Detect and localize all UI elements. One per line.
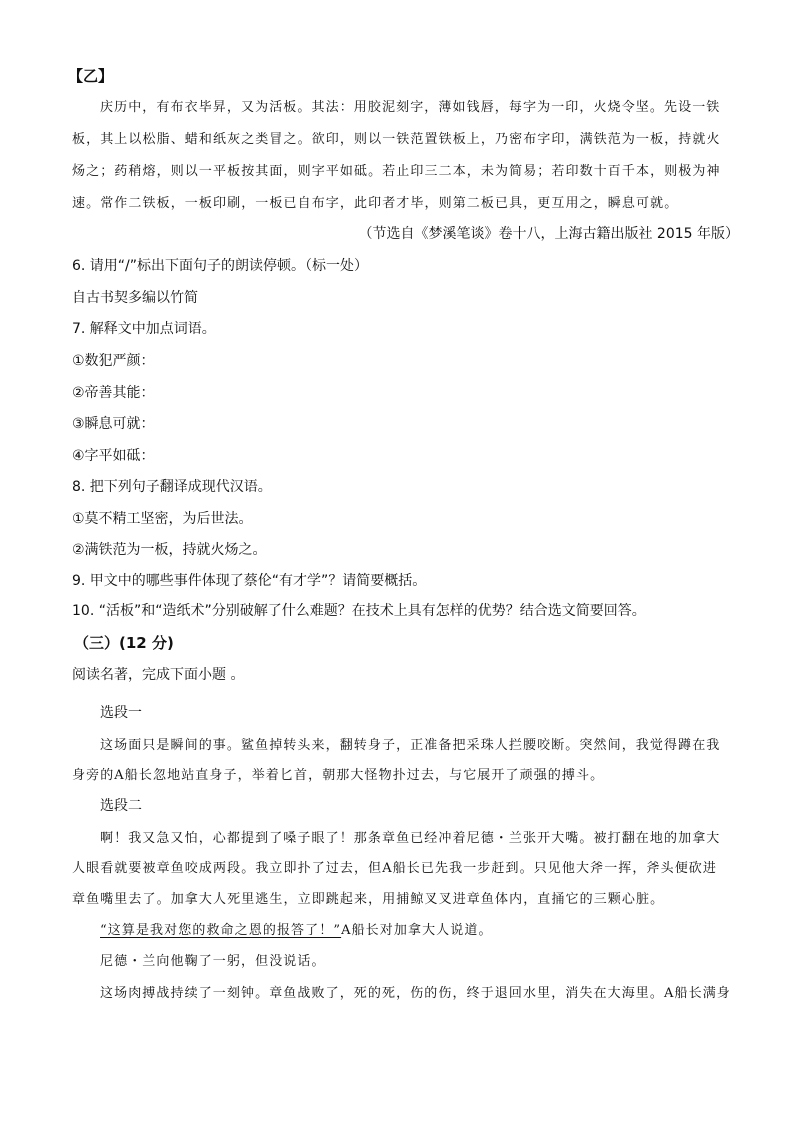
question-9: 9. 甲文中的哪些事件体现了蔡伦“有才学”？请简要概括。 (72, 573, 427, 589)
excerpt-2-line: 章鱼嘴里去了。加拿大人死里逃生，立即跳起来，用捕鲸叉叉进章鱼体内，直捅它的三颗心脏。 (72, 892, 665, 907)
question-8-item-1: ①莫不精工坚密，为后世法。 (72, 511, 253, 527)
excerpt-1-title: 选段一 (100, 705, 142, 721)
passage-line: 庆历中，有布衣毕昇，又为活板。其法：用胶泥刻字，薄如钱唇，每字为一印，火烧令坚。先设一铁 (100, 100, 721, 115)
excerpt-2-line: 尼德・兰向他鞠了一躬，但没说话。 (100, 954, 326, 969)
question-8: 8. 把下列句子翻译成现代汉语。 (72, 479, 272, 495)
question-7-item-2: ②帝善其能： (72, 385, 155, 401)
question-6: 6. 请用“/”标出下面句子的朗读停顿。（标一处） (72, 258, 369, 274)
excerpt-1-line: 这场面只是瞬间的事。鲨鱼掉转头来，翻转身子，正准备把采珠人拦腰咬断。突然间，我觉得蹲在我 (100, 738, 721, 753)
passage-line: 炀之；药稍熔，则以一平板按其面，则字平如砥。若止印三二本，未为简易；若印数十百千本，则极为神 (72, 164, 721, 179)
excerpt-2-line: 啊！我又急又怕，心都提到了嗓子眼了！那条章鱼已经冲着尼德・兰张开大嘴。被打翻在地的加拿大 (100, 831, 721, 846)
passage-line: 速。常作二铁板，一板印刷，一板已自布字，此印者才毕，则第二板已具，更互用之，瞬息可就。 (72, 196, 679, 211)
underlined-quote: “这算是我对您的救命之恩的报答了！” (100, 923, 342, 938)
excerpt-2-line: 人眼看就要被章鱼咬成两段。我立即扑了过去，但A船长已先我一步赶到。只见他大斧一挥，斧头便砍进 (72, 861, 717, 876)
excerpt-2-line: 这场肉搏战持续了一刻钟。章鱼战败了，死的死，伤的伤，终于退回水里，消失在大海里。A船长满身 (100, 986, 731, 1001)
question-7-item-3: ③瞬息可就： (72, 416, 155, 432)
excerpt-1-line: 身旁的A船长忽地站直身子，举着匕首，朝那大怪物扑过去，与它展开了顽强的搏斗。 (72, 768, 605, 783)
question-7-item-1: ①数犯严颜： (72, 353, 155, 369)
question-6-sentence: 自古书契多编以竹简 (72, 290, 198, 306)
section-heading-san: （三）(12 分) (74, 634, 174, 652)
excerpt-2-title: 选段二 (100, 798, 142, 814)
question-7-item-4: ④字平如砥： (72, 448, 155, 464)
source-citation: （节选自《梦溪笔谈》卷十八，上海古籍出版社 2015 年版） (358, 226, 739, 242)
passage-line: 板，其上以松脂、蜡和纸灰之类冒之。欲印，则以一铁范置铁板上，乃密布字印，满铁范为一板，持就火 (72, 132, 721, 147)
section-heading-yi: 【乙】 (68, 67, 114, 85)
quote-line (100, 922, 493, 940)
question-7: 7. 解释文中加点词语。 (72, 321, 216, 337)
question-8-item-2: ②满铁范为一板，持就火炀之。 (72, 542, 267, 558)
quote-tail: A船长对加拿大人说道。 (341, 923, 493, 938)
section-intro: 阅读名著，完成下面小题 。 (72, 667, 245, 683)
question-10: 10. “活板”和“造纸术”分别破解了什么难题？在技术上具有怎样的优势？结合选文简要回答。 (72, 603, 646, 619)
